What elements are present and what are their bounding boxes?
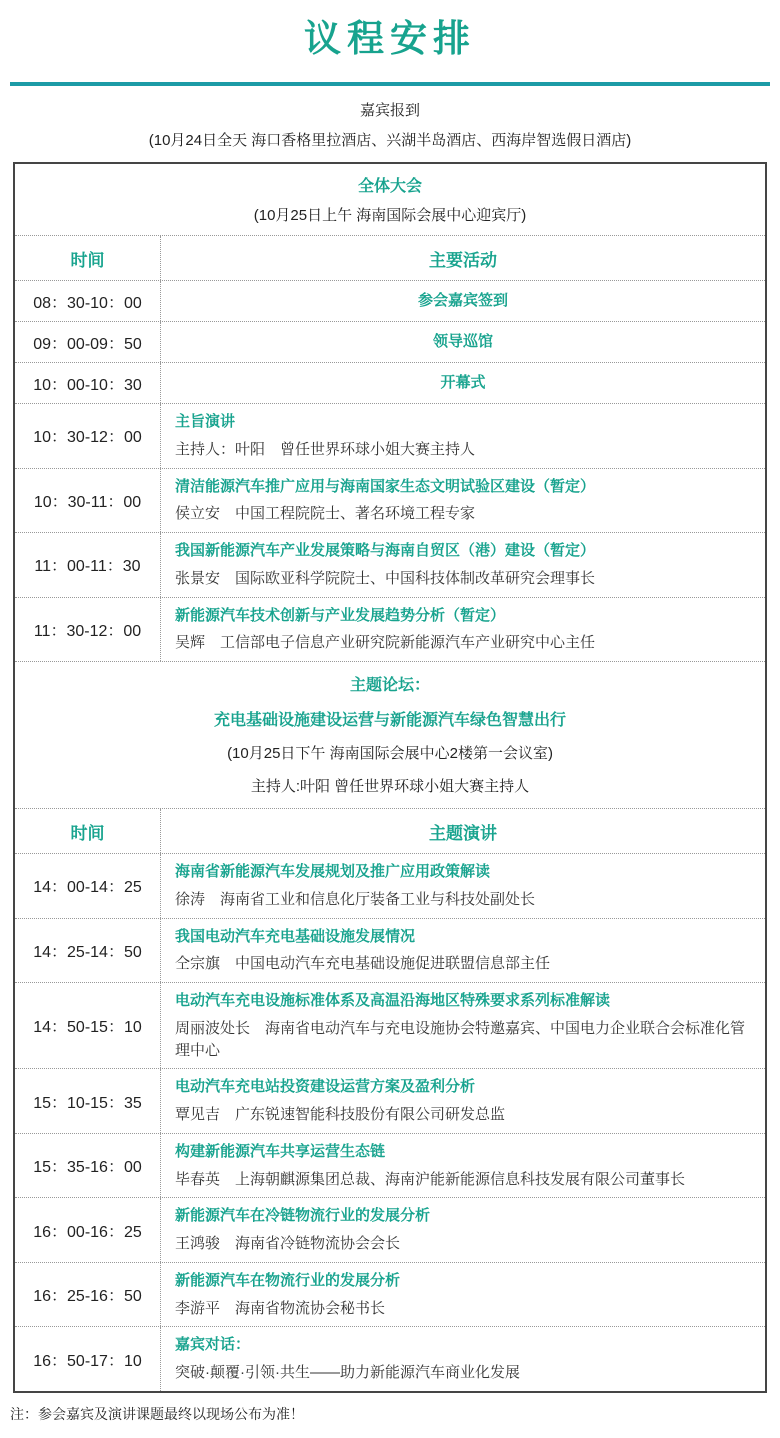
table-row: [15, 1133, 765, 1198]
row-activity-title: 新能源汽车技术创新与产业发展趋势分析（暂定）: [175, 606, 506, 624]
table-row: [15, 468, 765, 533]
forum-table-header: [15, 808, 765, 853]
table-row: [15, 853, 765, 918]
row-activity-title: 构建新能源汽车共享运营生态链: [175, 1142, 386, 1160]
row-time: 11：30-12：00: [15, 598, 161, 662]
row-activity: [161, 281, 765, 321]
table-row: [15, 1197, 765, 1262]
column-header-time: 时间: [15, 236, 161, 280]
row-activity: [161, 1134, 765, 1198]
row-activity-title: 我国电动汽车充电基础设施发展情况: [175, 927, 416, 945]
row-activity-title: 新能源汽车在物流行业的发展分析: [175, 1271, 401, 1289]
table-row: [15, 532, 765, 597]
plenary-session-venue: (10月25日上午 海南国际会展中心迎宾厅): [253, 207, 527, 224]
footer-note: 注：参会嘉宾及演讲课题最终以现场公布为准！: [10, 1405, 304, 1422]
row-time: 14：00-14：25: [15, 854, 161, 918]
row-time: 15：35-16：00: [15, 1134, 161, 1198]
row-speaker: 侯立安 中国工程院院士、著名环境工程专家: [175, 505, 476, 523]
table-row: [15, 403, 765, 468]
row-activity: [161, 1198, 765, 1262]
plenary-session-header: [15, 164, 765, 235]
row-activity: [161, 404, 765, 468]
row-activity-title: 清洁能源汽车推广应用与海南国家生态文明试验区建设（暂定）: [175, 477, 596, 495]
row-activity-title: 海南省新能源汽车发展规划及推广应用政策解读: [175, 863, 491, 880]
page-title: 议程安排: [304, 18, 476, 59]
table-row: [15, 362, 765, 403]
row-speaker: 张景安 国际欧亚科学院院士、中国科技体制改革研究会理事长: [175, 569, 596, 587]
row-activity-title: 电动汽车充电设施标准体系及高温沿海地区特殊要求系列标准解读: [175, 992, 611, 1009]
table-row: [15, 1068, 765, 1133]
forum-label: 主题论坛：: [349, 677, 430, 694]
row-activity-title: 开幕式: [440, 374, 486, 392]
row-time: 11：00-11：30: [15, 533, 161, 597]
row-speaker: 突破·颠覆·引领·共生——助力新能源汽车商业化发展: [175, 1364, 520, 1381]
table-row: [15, 1326, 765, 1391]
column-header-main-activity: 主要活动: [429, 250, 497, 270]
registration-venues: (10月24日全天 海口香格里拉酒店、兴湖半岛酒店、西海岸智选假日酒店): [148, 132, 632, 149]
row-time: 08：30-10：00: [15, 281, 161, 321]
row-activity: [161, 598, 765, 662]
row-speaker: 毕春英 上海朝麒源集团总裁、海南沪能新能源信息科技发展有限公司董事长: [175, 1170, 686, 1188]
forum-session-header: [15, 661, 765, 808]
row-time: 09：00-09：50: [15, 322, 161, 362]
row-speaker: 李游平 海南省物流协会秘书长: [175, 1299, 386, 1317]
row-speaker: 覃见吉 广东锐速智能科技股份有限公司研发总监: [175, 1106, 506, 1123]
row-activity: [161, 363, 765, 403]
row-time: 10：30-11：00: [15, 469, 161, 533]
table-row: [15, 280, 765, 321]
row-time: 15：10-15：35: [15, 1069, 161, 1133]
row-activity-title: 电动汽车充电站投资建设运营方案及盈利分析: [175, 1078, 476, 1096]
row-activity-title: 参会嘉宾签到: [417, 292, 508, 310]
row-activity: [161, 1263, 765, 1327]
row-activity: [161, 1069, 765, 1133]
agenda-table: [13, 162, 767, 1393]
row-time: 10：30-12：00: [15, 404, 161, 468]
row-activity: [161, 533, 765, 597]
title-divider-rule: [10, 82, 770, 86]
forum-title: 充电基础设施建设运营与新能源汽车绿色智慧出行: [213, 712, 566, 729]
row-time: 10：00-10：30: [15, 363, 161, 403]
forum-host: 主持人:叶阳 曾任世界环球小姐大赛主持人: [250, 778, 530, 795]
forum-venue: (10月25日下午 海南国际会展中心2楼第一会议室): [227, 745, 553, 762]
row-activity: [161, 1327, 765, 1391]
row-activity: [161, 854, 765, 918]
row-speaker: 王鸿骏 海南省冷链物流协会会长: [175, 1235, 401, 1252]
table-row: [15, 982, 765, 1068]
row-time: 14：50-15：10: [15, 983, 161, 1068]
row-speaker: 吴辉 工信部电子信息产业研究院新能源汽车产业研究中心主任: [175, 634, 596, 652]
plenary-table-header: [15, 235, 765, 280]
row-speaker: 仝宗旗 中国电动汽车充电基础设施促进联盟信息部主任: [175, 955, 551, 973]
row-time: 16：00-16：25: [15, 1198, 161, 1262]
row-speaker: 徐涛 海南省工业和信息化厅装备工业与科技处副处长: [175, 890, 536, 908]
column-header-keynote: 主题演讲: [429, 823, 497, 843]
row-time: 16：50-17：10: [15, 1327, 161, 1391]
row-activity-title: 我国新能源汽车产业发展策略与海南自贸区（港）建设（暂定）: [175, 542, 596, 559]
row-activity: [161, 469, 765, 533]
row-speaker: 周丽波处长 海南省电动汽车与充电设施协会特邀嘉宾、中国电力企业联合会标准化管理中心: [175, 1019, 746, 1059]
row-activity: [161, 983, 765, 1068]
row-activity: [161, 919, 765, 983]
registration-block: [0, 99, 780, 150]
row-activity-title: 新能源汽车在冷链物流行业的发展分析: [175, 1207, 431, 1225]
row-activity-title: 嘉宾对话：: [175, 1336, 251, 1354]
row-speaker: 主持人：叶阳 曾任世界环球小姐大赛主持人: [175, 440, 476, 458]
row-activity: [161, 322, 765, 362]
row-time: 16：25-16：50: [15, 1263, 161, 1327]
table-row: [15, 597, 765, 662]
table-row: [15, 1262, 765, 1327]
table-row: [15, 321, 765, 362]
registration-title: 嘉宾报到: [359, 102, 420, 119]
table-row: [15, 918, 765, 983]
row-activity-title: 主旨演讲: [175, 413, 236, 430]
row-activity-title: 领导巡馆: [432, 333, 493, 351]
column-header-time: 时间: [15, 809, 161, 853]
row-time: 14：25-14：50: [15, 919, 161, 983]
plenary-session-title: 全体大会: [357, 178, 422, 195]
